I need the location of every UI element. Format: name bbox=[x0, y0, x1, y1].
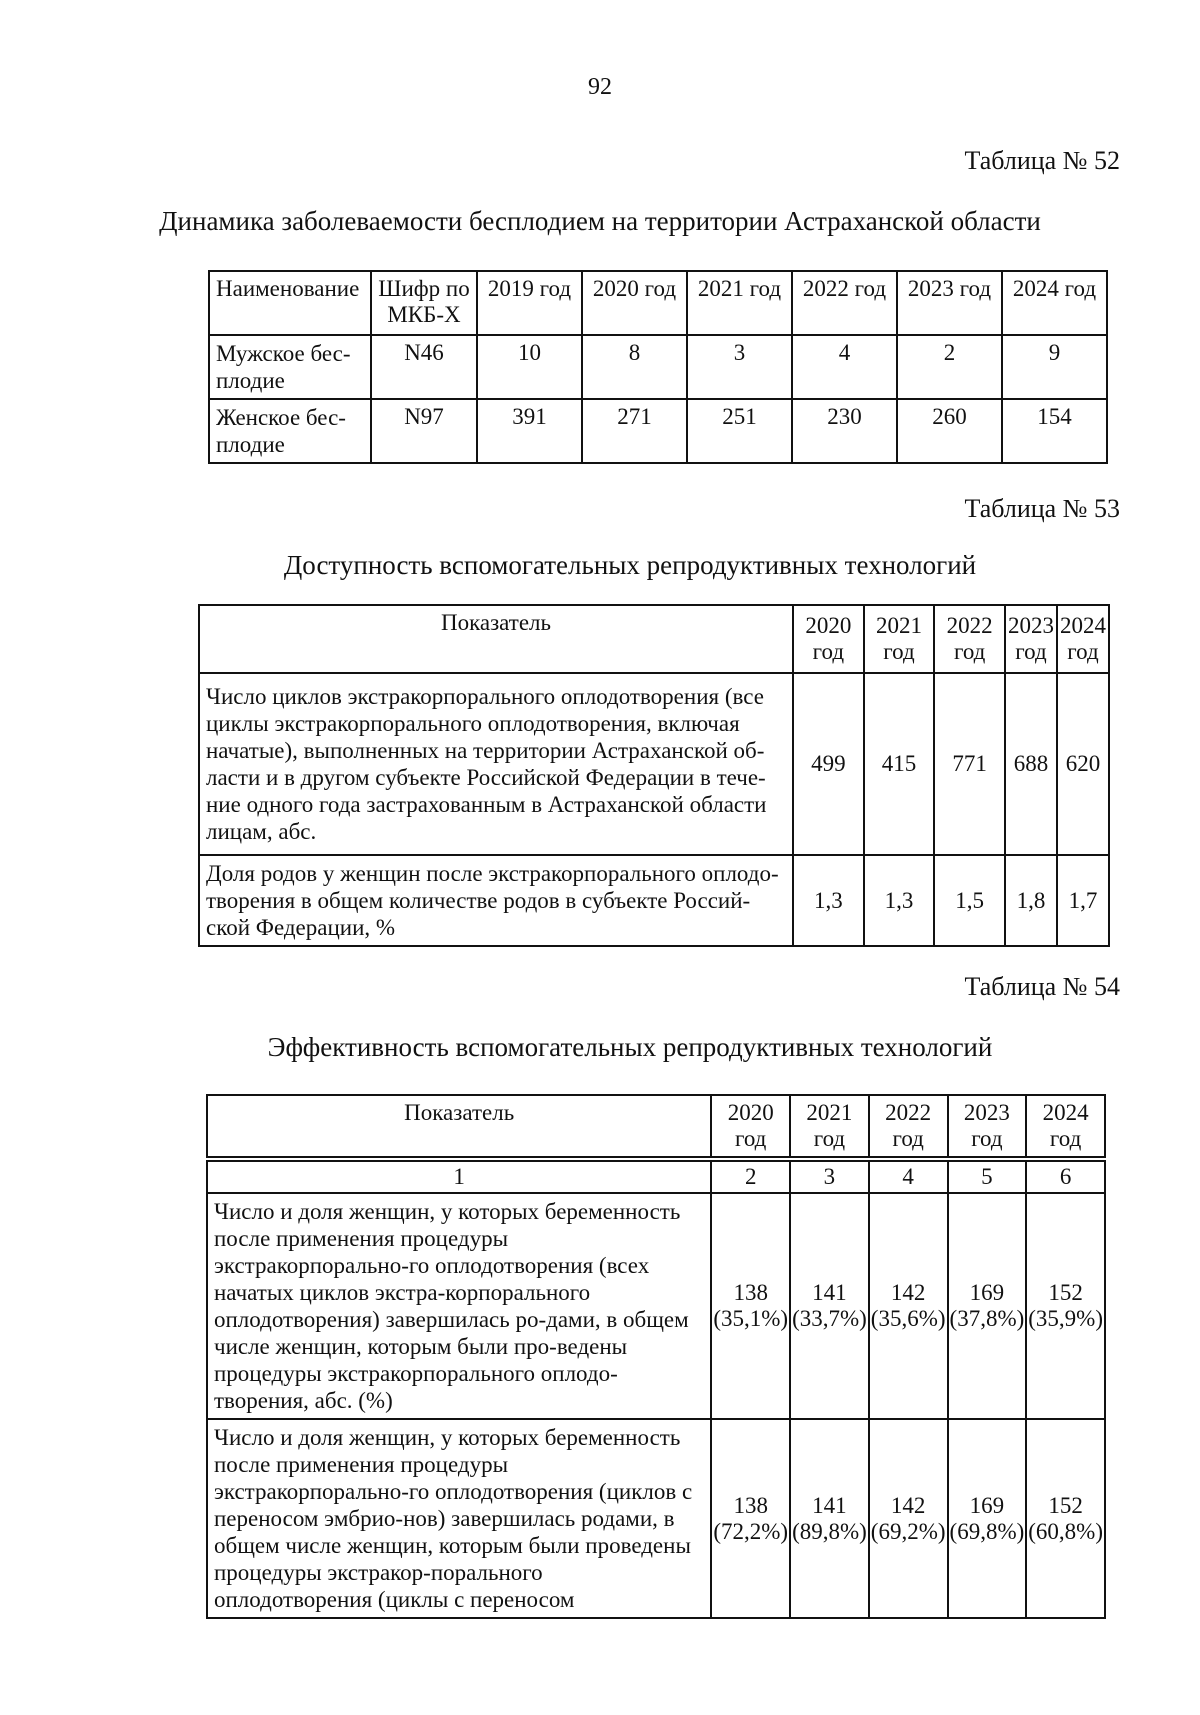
table-header-row bbox=[209, 271, 1107, 335]
header-cell: 2020 год bbox=[793, 605, 864, 673]
header-cell: Показатель bbox=[207, 1095, 711, 1157]
table-cell bbox=[711, 1419, 790, 1618]
header-cell: 2024 год bbox=[1026, 1095, 1105, 1157]
table-cell bbox=[711, 1193, 790, 1419]
table-cell: 230 bbox=[792, 399, 897, 463]
header-cell: 2023 год bbox=[1005, 605, 1057, 673]
table-53 bbox=[198, 604, 1110, 947]
value-abs: 152 bbox=[1048, 1280, 1083, 1305]
table-54-label: Таблица № 54 bbox=[964, 972, 1120, 1001]
header-cell: 2022 год bbox=[934, 605, 1005, 673]
column-number: 6 bbox=[1026, 1161, 1105, 1193]
value-abs: 141 bbox=[812, 1280, 847, 1305]
column-number: 4 bbox=[869, 1161, 948, 1193]
header-cell: 2021 год bbox=[790, 1095, 869, 1157]
table-row bbox=[209, 399, 1107, 463]
table-header-row bbox=[199, 605, 1109, 673]
column-number: 2 bbox=[711, 1161, 790, 1193]
table-cell: 688 bbox=[1005, 673, 1057, 855]
table-row bbox=[207, 1419, 1105, 1618]
row-label: Женское бес-плодие bbox=[209, 399, 371, 463]
table-row bbox=[199, 673, 1109, 855]
table-cell bbox=[948, 1193, 1027, 1419]
header-cell: 2021 год bbox=[864, 605, 935, 673]
table-cell bbox=[1026, 1419, 1105, 1618]
table-cell: 3 bbox=[687, 335, 792, 399]
table-cell: N46 bbox=[371, 335, 477, 399]
row-label: Число и доля женщин, у которых беременность после применения процедуры экстракорпорально-го оплодотворения (всех начатых циклов экстра-корпорального оплодотворения) завершилась ро-дами, в общем числе женщин, которым были про-ведены процедуры экстракорпорального оплодо-творения, абс. (%) bbox=[207, 1193, 711, 1419]
value-pct: (33,7%) bbox=[792, 1306, 867, 1331]
header-cell: 2020 год bbox=[582, 271, 687, 335]
table-cell: 9 bbox=[1002, 335, 1107, 399]
table-52 bbox=[208, 270, 1108, 464]
column-number: 1 bbox=[207, 1161, 711, 1193]
value-pct: (35,1%) bbox=[713, 1306, 789, 1331]
table-cell bbox=[948, 1419, 1027, 1618]
table-cell bbox=[790, 1419, 869, 1618]
header-cell: 2019 год bbox=[477, 271, 582, 335]
page-number: 92 bbox=[588, 74, 612, 100]
value-abs: 152 bbox=[1048, 1492, 1083, 1518]
table-cell: 391 bbox=[477, 399, 582, 463]
header-cell: 2024 год bbox=[1002, 271, 1107, 335]
table-cell: 1,5 bbox=[934, 855, 1005, 946]
table-cell: 251 bbox=[687, 399, 792, 463]
value-abs: 169 bbox=[969, 1280, 1005, 1305]
table-cell: 10 bbox=[477, 335, 582, 399]
table-cell: 4 bbox=[792, 335, 897, 399]
row-label: Мужское бес-плодие bbox=[209, 335, 371, 399]
table-cell: 260 bbox=[897, 399, 1002, 463]
header-cell: 2020 год bbox=[711, 1095, 790, 1157]
table-53-label: Таблица № 53 bbox=[964, 494, 1120, 523]
table-cell: 2 bbox=[897, 335, 1002, 399]
table-cell bbox=[869, 1419, 948, 1618]
column-number: 3 bbox=[790, 1161, 869, 1193]
table-54 bbox=[206, 1094, 1106, 1619]
table-cell: 1,8 bbox=[1005, 855, 1057, 946]
value-pct: (89,8%) bbox=[792, 1518, 867, 1544]
table-cell: 271 bbox=[582, 399, 687, 463]
table-cell: 1,7 bbox=[1057, 855, 1109, 946]
row-label: Доля родов у женщин после экстракорпорального оплодо-творения в общем количестве родов в субъекте Россий-ской Федерации, % bbox=[199, 855, 793, 946]
header-cell: 2024 год bbox=[1057, 605, 1109, 673]
header-cell: 2021 год bbox=[687, 271, 792, 335]
column-number: 5 bbox=[948, 1161, 1027, 1193]
value-abs: 138 bbox=[733, 1280, 768, 1305]
table-cell bbox=[1026, 1193, 1105, 1419]
table-54-title: Эффективность вспомогательных репродуктивных технологий bbox=[267, 1032, 993, 1062]
table-cell: 620 bbox=[1057, 673, 1109, 855]
table-row bbox=[207, 1193, 1105, 1419]
table-header-row bbox=[207, 1095, 1105, 1157]
table-52-label: Таблица № 52 bbox=[964, 146, 1120, 175]
table-cell: N97 bbox=[371, 399, 477, 463]
row-label: Число циклов экстракорпорального оплодотворения (все циклы экстракорпорального оплодотворения, включая начатые), выполненных на территории Астраханской об-ласти и в другом субъекте Российской Федерации в тече-ние одного года застрахованным в Астраханской области лицам, абс. bbox=[199, 673, 793, 855]
column-number-row bbox=[207, 1161, 1105, 1193]
table-cell: 1,3 bbox=[864, 855, 935, 946]
value-pct: (37,8%) bbox=[949, 1306, 1025, 1331]
table-52-title: Динамика заболеваемости бесплодием на территории Астраханской области bbox=[159, 206, 1041, 236]
header-cell: 2023 год bbox=[948, 1095, 1027, 1157]
value-abs: 141 bbox=[812, 1492, 847, 1518]
table-cell: 8 bbox=[582, 335, 687, 399]
header-cell: Показатель bbox=[199, 605, 793, 673]
table-row bbox=[199, 855, 1109, 946]
header-cell: Шифр по МКБ-Х bbox=[371, 271, 477, 335]
value-pct: (35,6%) bbox=[870, 1306, 946, 1331]
value-pct: (72,2%) bbox=[713, 1518, 789, 1544]
value-pct: (69,2%) bbox=[870, 1518, 946, 1544]
header-cell: 2023 год bbox=[897, 271, 1002, 335]
table-cell: 499 bbox=[793, 673, 864, 855]
value-pct: (69,8%) bbox=[949, 1518, 1025, 1544]
value-abs: 142 bbox=[890, 1492, 926, 1518]
value-abs: 169 bbox=[969, 1492, 1005, 1518]
table-cell: 1,3 bbox=[793, 855, 864, 946]
table-cell bbox=[790, 1193, 869, 1419]
table-cell: 771 bbox=[934, 673, 1005, 855]
value-pct: (35,9%) bbox=[1028, 1306, 1103, 1331]
row-label: Число и доля женщин, у которых беременность после применения процедуры экстракорпорально-го оплодотворения (циклов с переносом эмбрио-нов) завершилась родами, в общем числе женщин, которым были проведены процедуры экстракор-порального оплодотворения (циклы с переносом bbox=[207, 1419, 711, 1618]
header-cell: 2022 год bbox=[792, 271, 897, 335]
table-cell bbox=[869, 1193, 948, 1419]
value-abs: 142 bbox=[890, 1280, 926, 1305]
table-cell: 415 bbox=[864, 673, 935, 855]
table-row bbox=[209, 335, 1107, 399]
header-cell: 2022 год bbox=[869, 1095, 948, 1157]
value-abs: 138 bbox=[733, 1492, 768, 1518]
table-cell: 154 bbox=[1002, 399, 1107, 463]
table-53-title: Доступность вспомогательных репродуктивных технологий bbox=[283, 550, 977, 580]
header-cell: Наименование bbox=[209, 271, 371, 335]
value-pct: (60,8%) bbox=[1028, 1518, 1103, 1544]
